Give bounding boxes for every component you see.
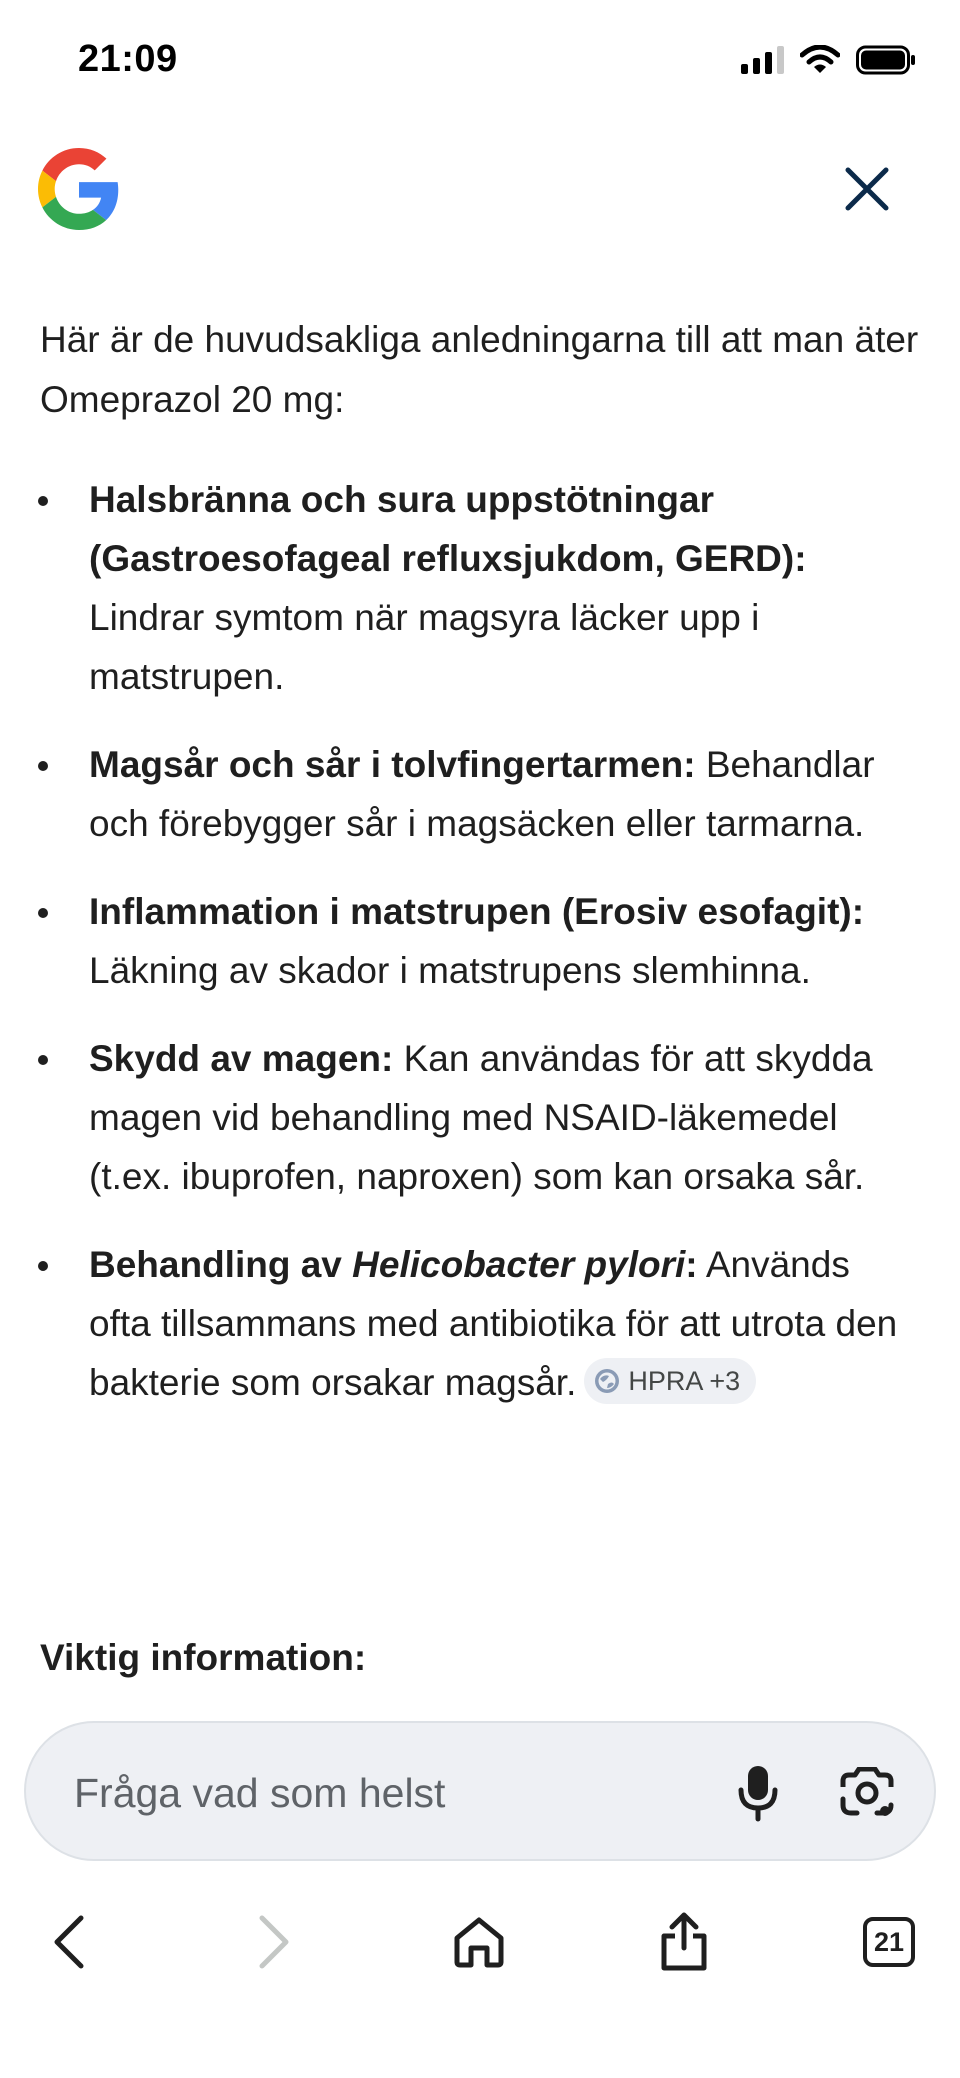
list-item-title-prefix: Behandling av: [89, 1244, 353, 1285]
forward-button[interactable]: [224, 1892, 324, 1992]
ai-overview-content: [0, 300, 960, 1696]
home-icon: [452, 1916, 506, 1968]
close-icon: [844, 166, 890, 212]
list-item-text: Lindrar symtom när magsyra läcker upp i matstrupen.: [89, 597, 760, 697]
voice-search-button[interactable]: [726, 1759, 790, 1827]
tabs-button[interactable]: [839, 1892, 939, 1992]
status-time: 21:09: [78, 38, 178, 80]
list-item-title-suffix: :: [685, 1244, 698, 1285]
share-button[interactable]: [634, 1892, 734, 1992]
list-item-text: Kan användas för att skydda magen vid behandling med NSAID-läkemedel (t.ex. ibuprofen, naproxen) som kan orsaka sår.: [89, 1038, 873, 1197]
list-item: [0, 1029, 960, 1206]
list-item-text: Läkning av skador i matstrupens slemhinna.: [89, 950, 811, 991]
search-input[interactable]: [74, 1765, 634, 1821]
chevron-left-icon: [49, 1914, 89, 1970]
lens-search-button[interactable]: [832, 1759, 902, 1827]
bottom-toolbar: [0, 1892, 960, 1992]
status-icons: [741, 42, 916, 78]
status-bar: [0, 0, 960, 120]
list-item-text: Används ofta tillsammans med antibiotika för att utrota den bakterie som orsakar magsår.: [89, 1244, 898, 1403]
close-button[interactable]: [838, 160, 896, 218]
wifi-icon: [800, 45, 840, 75]
list-item: [0, 735, 960, 853]
list-item: [0, 1235, 960, 1412]
cellular-signal-icon: [741, 46, 784, 74]
microphone-icon: [738, 1764, 778, 1822]
list-item: [0, 470, 960, 706]
tabs-count: 21: [873, 1926, 905, 1957]
list-item-title: Halsbränna och sura uppstötningar (Gastroesofageal refluxsjukdom, GERD):: [89, 479, 807, 579]
google-g-icon: [38, 148, 120, 230]
chevron-right-icon: [254, 1914, 294, 1970]
list-item: [0, 882, 960, 1000]
globe-icon: [594, 1368, 620, 1394]
intro-text: Här är de huvudsakliga anledningarna till att man äter Omeprazol 20 mg:: [40, 319, 919, 420]
list-item-title: Inflammation i matstrupen (Erosiv esofagit):: [89, 891, 865, 932]
source-chip-label: HPRA +3: [628, 1365, 741, 1396]
list-item-title: [89, 1244, 698, 1285]
battery-icon: [856, 45, 916, 75]
search-bar: [24, 1721, 936, 1861]
google-lens-icon: [839, 1767, 895, 1819]
tabs-icon: [863, 1917, 915, 1967]
list-item-title: Magsår och sår i tolvfingertarmen:: [89, 744, 696, 785]
list-item-title-italic: Helicobacter pylori: [352, 1244, 686, 1285]
share-icon: [659, 1912, 709, 1972]
list-item-title: Skydd av magen:: [89, 1038, 394, 1079]
home-button[interactable]: [429, 1892, 529, 1992]
list-item-text: Behandlar och förebygger sår i magsäcken eller tarmarna.: [89, 744, 875, 844]
back-button[interactable]: [19, 1892, 119, 1992]
source-chip[interactable]: [584, 1358, 756, 1404]
section-heading: Viktig information:: [40, 1637, 367, 1678]
reasons-list: [0, 470, 960, 1441]
